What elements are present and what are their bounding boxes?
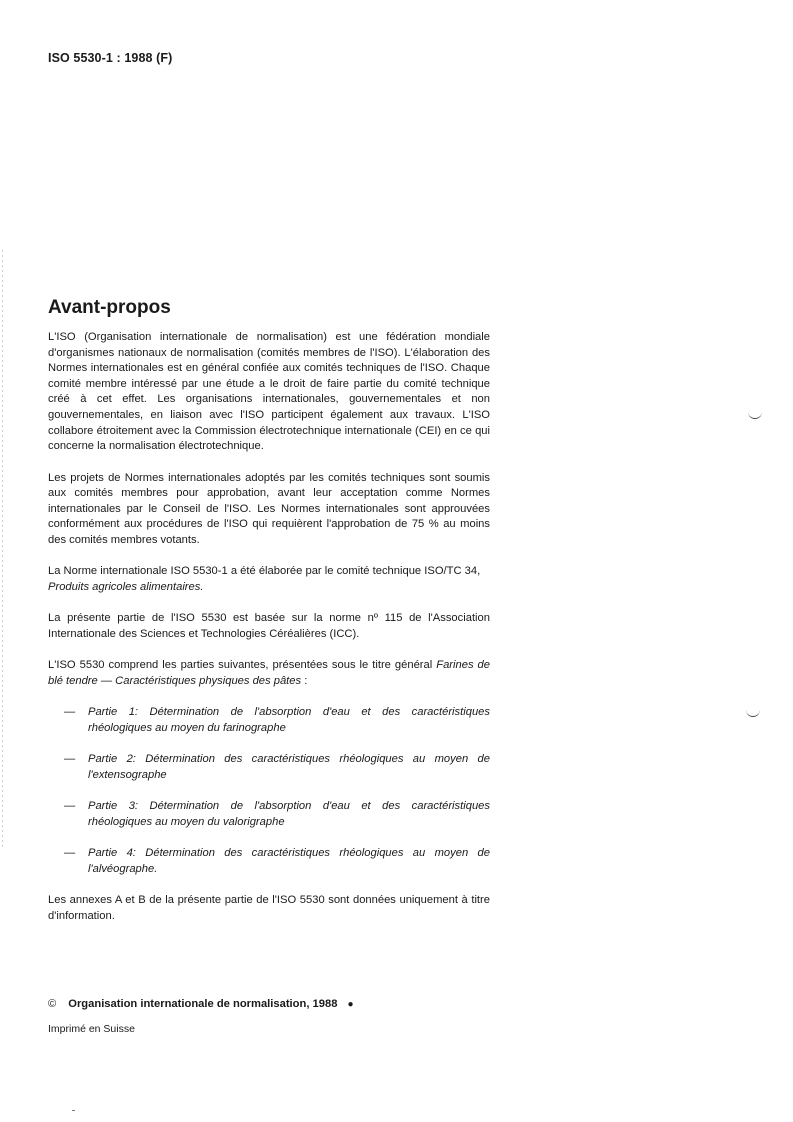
parts-intro-end: : xyxy=(301,674,308,687)
paragraph-basis: La présente partie de l'ISO 5530 est basée sur la norme nº 115 de l'Association Internationale des Sciences et Technologies Céréalières (ICC). xyxy=(48,612,490,640)
document-id-header: ISO 5530-1 : 1988 (F) xyxy=(48,51,173,65)
list-dash: — xyxy=(64,800,76,813)
paragraph-parts-intro xyxy=(48,658,490,689)
paragraph-draft-approval: Les projets de Normes internationales adoptés par les comités techniques sont soumis aux comités membres pour approbation, avant leur acceptation comme Normes internationales par le Conseil de l'ISO. Les Normes internationales sont approuvées conformément aux procédures de l'ISO qui requièrent l'approbation de 75 % au moins des comités membres votants. xyxy=(48,471,490,546)
list-dash: — xyxy=(64,706,76,719)
general-title: Farines de blé tendre — Caractéristiques physiques des pâtes xyxy=(48,659,491,687)
committee-name: Produits agricoles alimentaires. xyxy=(48,580,204,593)
margin-mark-icon xyxy=(748,410,762,419)
scan-edge-line xyxy=(2,250,3,850)
margin-mark-icon xyxy=(746,708,760,717)
copyright-icon: © xyxy=(48,998,57,1010)
copyright-line xyxy=(48,998,354,1010)
page-title: Avant-propos xyxy=(48,297,171,318)
paragraph-iso-intro: L'ISO (Organisation internationale de normalisation) est une fédération mondiale d'organismes nationaux de normalisation (comités membres de l'ISO). L'élaboration des Normes internationales est en général confiée aux comités techniques de l'ISO. Chaque comité membre intéressé par une étude a le droit de faire partie du comité technique créé à cet effet. Les organisations internationales, gouvernementales et non gouvernementales, en liaison avec l'ISO participent également aux travaux. L'ISO collabore étroitement avec la Commission électrotechnique internationale (CEI) en ce qui concerne la normalisation électrotechnique. xyxy=(48,331,490,453)
list-item xyxy=(64,846,490,877)
list-item xyxy=(64,705,490,736)
paragraph-committee xyxy=(48,564,490,595)
part-3-title: Partie 3: Détermination de l'absorption d'eau et des caractéristiques rhéologiques au moyen du valorigraphe xyxy=(88,800,490,828)
committee-text: La Norme internationale ISO 5530-1 a été élaborée par le comité technique ISO/TC 34, xyxy=(48,565,481,578)
part-1-title: Partie 1: Détermination de l'absorption d'eau et des caractéristiques rhéologiques au moyen du farinographe xyxy=(88,706,490,734)
printed-in: Imprimé en Suisse xyxy=(48,1023,135,1035)
bullet-icon: ● xyxy=(347,998,354,1010)
list-dash: — xyxy=(64,847,76,860)
document-body xyxy=(48,330,490,940)
list-item xyxy=(64,752,490,783)
list-dash: — xyxy=(64,753,76,766)
list-item xyxy=(64,799,490,830)
part-4-title: Partie 4: Détermination des caractéristiques rhéologiques au moyen de l'alvéographe. xyxy=(88,847,490,875)
scan-speck xyxy=(72,1110,75,1111)
paragraph-annexes: Les annexes A et B de la présente partie de l'ISO 5530 sont données uniquement à titre d'information. xyxy=(48,894,490,922)
parts-intro-text: L'ISO 5530 comprend les parties suivantes, présentées sous le titre général xyxy=(48,659,433,672)
part-2-title: Partie 2: Détermination des caractéristiques rhéologiques au moyen de l'extensographe xyxy=(88,753,490,781)
copyright-text: Organisation internationale de normalisation, 1988 xyxy=(68,998,338,1010)
